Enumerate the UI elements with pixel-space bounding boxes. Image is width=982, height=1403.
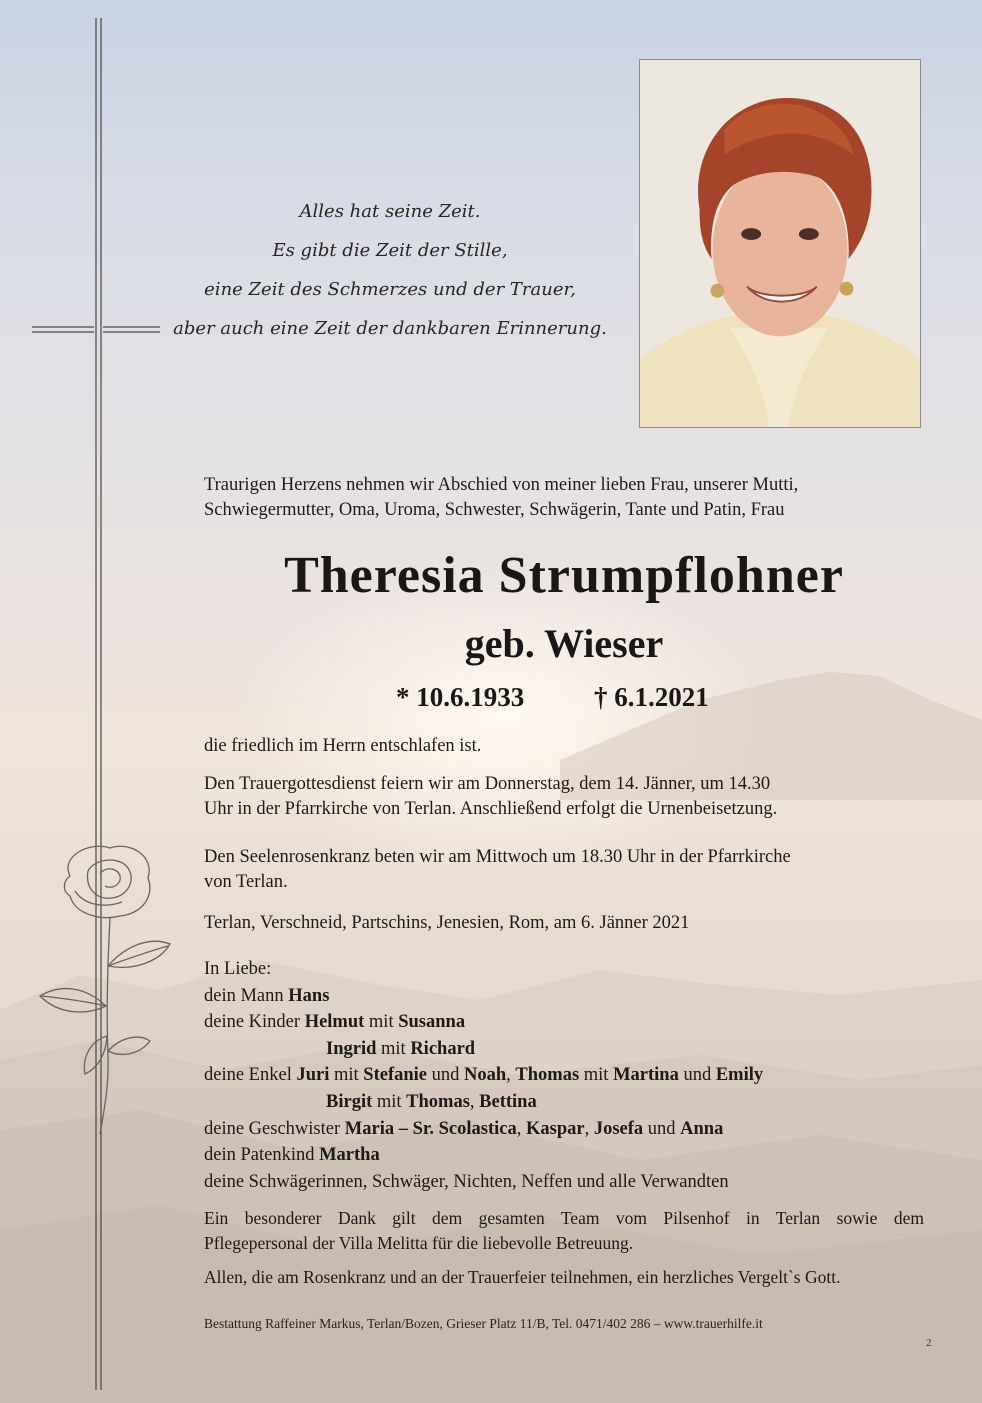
quote — [140, 192, 640, 348]
maiden-name: geb. Wieser — [464, 621, 664, 666]
family-siblings: deine Geschwister Maria – Sr. Scolastica, Kaspar, Josefa und Anna — [204, 1118, 724, 1139]
quote-line: aber auch eine Zeit der dankbaren Erinnerung. — [173, 318, 607, 339]
portrait-illustration — [640, 60, 920, 427]
funeral-home-footer: Bestattung Raffeiner Markus, Terlan/Bozen, Grieser Platz 11/B, Tel. 0471/402 286 – www.trauerhilfe.it — [204, 1316, 763, 1331]
intro-line: Schwiegermutter, Oma, Uroma, Schwester, Schwägerin, Tante und Patin, Frau — [204, 500, 785, 520]
rosary-line: von Terlan. — [204, 872, 288, 892]
family-godchild: dein Patenkind Martha — [204, 1145, 380, 1166]
thanks-line: Ein besonderer Dank gilt dem gesamten Team vom Pilsenhof in Terlan sowie dem — [204, 1208, 924, 1228]
family-children: Ingrid mit Richard — [326, 1038, 476, 1059]
thanks-text — [204, 1206, 924, 1256]
rosary-text — [204, 845, 924, 895]
service-line: Uhr in der Pfarrkirche von Terlan. Anschließend erfolgt die Urnenbeisetzung. — [204, 799, 778, 819]
rose-icon — [30, 836, 190, 1136]
family-grandchildren: deine Enkel Juri mit Stefanie und Noah, Thomas mit Martina und Emily — [204, 1065, 764, 1086]
rosary-line: Den Seelenrosenkranz beten wir am Mittwoch um 18.30 Uhr in der Pfarrkirche — [204, 847, 791, 867]
death-date: † 6.1.2021 — [594, 682, 709, 712]
family-relatives: deine Schwägerinnen, Schwäger, Nichten, Neffen und alle Verwandten — [204, 1171, 729, 1192]
family-children: deine Kinder Helmut mit Susanna — [204, 1012, 466, 1033]
quote-line: eine Zeit des Schmerzes und der Trauer, — [204, 279, 576, 300]
family-heading: In Liebe: — [204, 959, 272, 979]
birth-date: * 10.6.1933 — [396, 682, 525, 712]
thanks-all-text: Allen, die am Rosenkranz und an der Trauerfeier teilnehmen, ein herzliches Vergelt`s Gott. — [204, 1267, 841, 1287]
family-list — [204, 956, 924, 1195]
family-husband: dein Mann Hans — [204, 985, 330, 1006]
life-dates — [396, 680, 756, 714]
family-grandchildren: Birgit mit Thomas, Bettina — [326, 1091, 537, 1112]
intro-text — [204, 473, 924, 523]
portrait-photo — [639, 59, 921, 428]
deceased-name: Theresia Strumpflohner — [284, 547, 844, 604]
quote-line: Alles hat seine Zeit. — [299, 201, 481, 222]
service-line: Den Trauergottesdienst feiern wir am Donnerstag, dem 14. Jänner, um 14.30 — [204, 774, 771, 794]
quote-line: Es gibt die Zeit der Stille, — [272, 240, 508, 261]
death-text: die friedlich im Herrn entschlafen ist. — [204, 736, 482, 756]
intro-line: Traurigen Herzens nehmen wir Abschied von meiner lieben Frau, unserer Mutti, — [204, 475, 799, 495]
thanks-line: Pflegepersonal der Villa Melitta für die liebevolle Betreuung. — [204, 1233, 634, 1253]
page-number: 2 — [926, 1337, 932, 1349]
service-text — [204, 772, 924, 822]
places-text: Terlan, Verschneid, Partschins, Jenesien, Rom, am 6. Jänner 2021 — [204, 913, 690, 933]
